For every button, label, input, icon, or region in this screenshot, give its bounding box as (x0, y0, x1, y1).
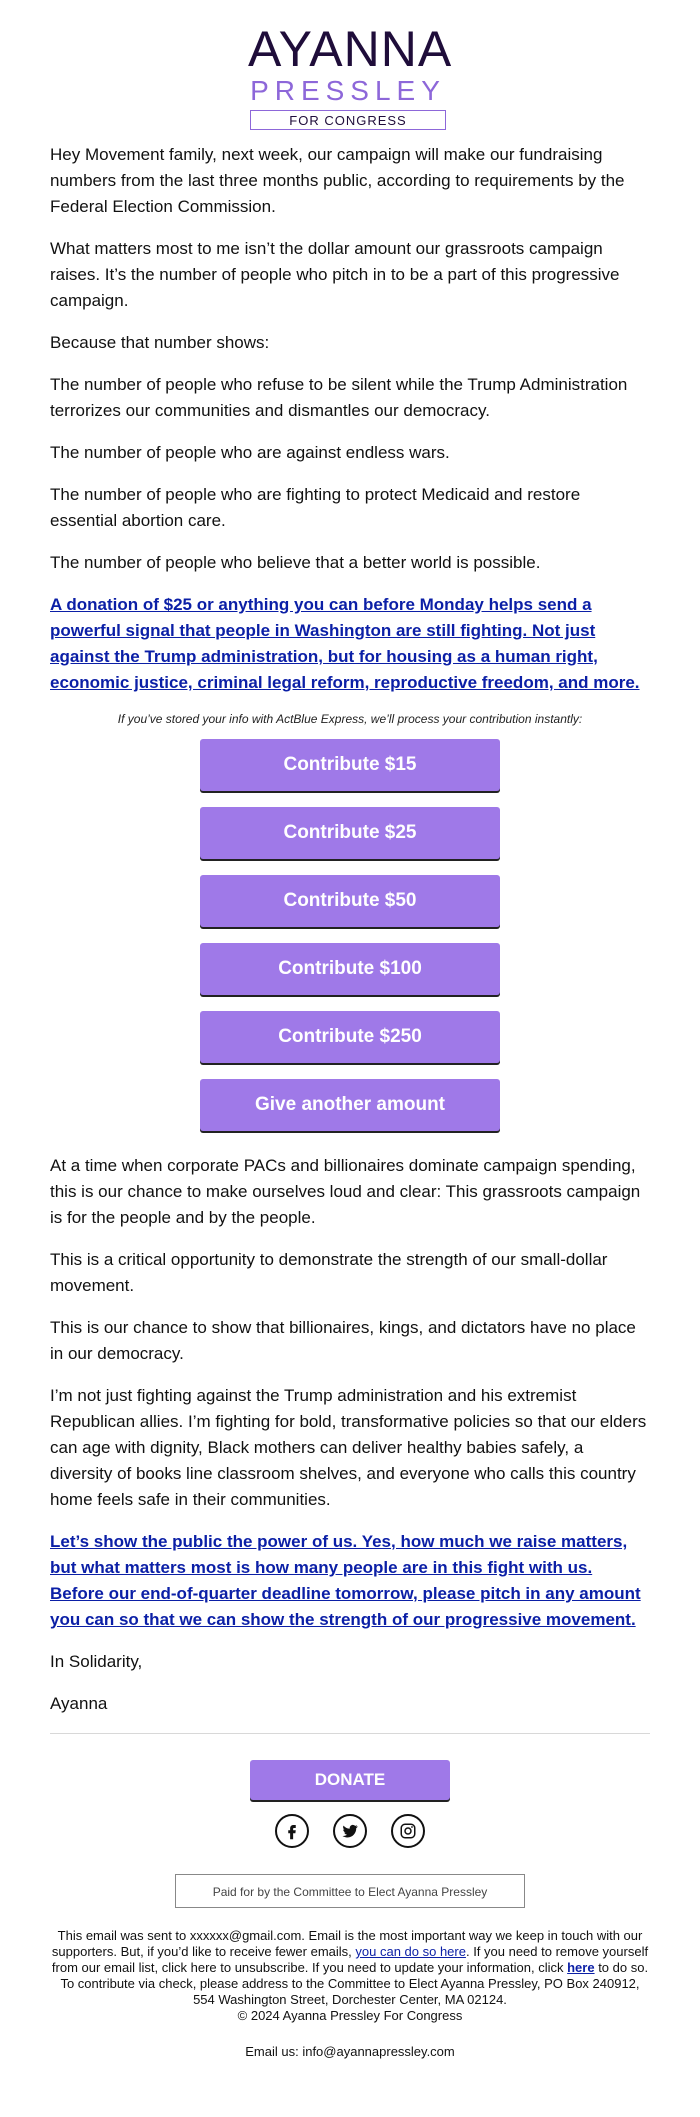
contribute-100-button[interactable]: Contribute $100 (200, 943, 500, 995)
social-links (275, 1814, 425, 1848)
logo-tagline: FOR CONGRESS (250, 110, 446, 130)
paragraph: At a time when corporate PACs and billionaires dominate campaign spending, this is our chance to make ourselves loud and clear: This grassroots campaign is for the people and by the people. (50, 1156, 641, 1227)
paragraph: The number of people who believe that a better world is possible. (50, 553, 541, 572)
paragraph-intro: Hey Movement family, next week, our campaign will make our fundraising numbers from the last three months public, according to requirements by the Federal Election Commission. (50, 145, 625, 216)
legal-text-part: . If you need to remove yourself from our email list, click here to unsubscribe. If you need to update your information, click (51, 1944, 649, 1975)
signature: Ayanna (50, 1694, 108, 1713)
actblue-note: If you’ve stored your info with ActBlue Express, we’ll process your contribution instantly: (117, 712, 583, 726)
legal-text-part: This email was sent to xxxxxx@gmail.com. Email is the most important way we keep in touch with our supporters. But, if you’d like to receive fewer emails, (51, 1928, 643, 1959)
give-another-amount-button[interactable]: Give another amount (200, 1079, 500, 1131)
contribute-25-button[interactable]: Contribute $25 (200, 807, 500, 859)
fewer-emails-link[interactable]: you can do so here (355, 1944, 466, 1959)
paragraph: This is a critical opportunity to demonstrate the strength of our small-dollar movement. (50, 1250, 608, 1295)
paragraph: This is our chance to show that billionaires, kings, and dictators have no place in our democracy. (50, 1318, 636, 1363)
paragraph: The number of people who refuse to be silent while the Trump Administration terrorizes our communities and dismantles our democracy. (50, 375, 628, 420)
paragraph: I’m not just fighting against the Trump administration and his extremist Republican allies. I’m fighting for bold, transformative policies so that our elders can age with dignity, Black mothers can deliver healthy babies safely, a diversity of books line classroom shelves, and everyone who calls this country home feels safe in their communities. (50, 1386, 647, 1509)
paragraph: Because that number shows: (50, 333, 270, 352)
paragraph: The number of people who are against endless wars. (50, 443, 450, 462)
legal-text-part: to do so. To contribute via check, please address to the Committee to Elect Ayanna Pressley, PO Box 240912, 554 Washington Street, Dorchester Center, MA 02124. (60, 1960, 649, 2007)
legal-text (50, 1928, 650, 2024)
logo-first-name: AYANNA (248, 21, 453, 77)
twitter-icon[interactable] (333, 1814, 367, 1848)
contribute-50-button[interactable]: Contribute $50 (200, 875, 500, 927)
email-body (0, 142, 700, 1717)
paid-for-disclaimer: Paid for by the Committee to Elect Ayanna Pressley (175, 1874, 525, 1908)
donation-link-1[interactable]: A donation of $25 or anything you can before Monday helps send a powerful signal that people in Washington are still fighting. Not just against the Trump administration, but for housing as a human right, economic justice, criminal legal reform, reproductive freedom, and more. (50, 595, 640, 692)
paragraph: The number of people who are fighting to protect Medicaid and restore essential abortion care. (50, 485, 581, 530)
footer-divider (50, 1733, 650, 1734)
update-info-link[interactable]: here (567, 1960, 595, 1975)
facebook-icon[interactable] (275, 1814, 309, 1848)
donation-link-2[interactable]: Let’s show the public the power of us. Yes, how much we raise matters, but what matters most is how many people are in this fight with us. Before our end-of-quarter deadline tomorrow, please pitch in any amount you can so that we can show the strength of our progressive movement. (50, 1532, 641, 1629)
copyright: © 2024 Ayanna Pressley For Congress (237, 2008, 463, 2023)
logo-last-name: PRESSLEY (250, 75, 446, 106)
footer (0, 1760, 700, 2059)
paragraph: What matters most to me isn’t the dollar amount our grassroots campaign raises. It’s the number of people who pitch in to be a part of this progressive campaign. (50, 239, 620, 310)
contribute-15-button[interactable]: Contribute $15 (200, 739, 500, 791)
instagram-icon[interactable] (391, 1814, 425, 1848)
contact-email: Email us: info@ayannapressley.com (245, 2044, 455, 2059)
header (0, 0, 700, 142)
closing: In Solidarity, (50, 1652, 143, 1671)
campaign-logo (248, 21, 453, 130)
contribution-buttons (50, 739, 650, 1147)
donate-button[interactable]: DONATE (250, 1760, 450, 1800)
contribute-250-button[interactable]: Contribute $250 (200, 1011, 500, 1063)
